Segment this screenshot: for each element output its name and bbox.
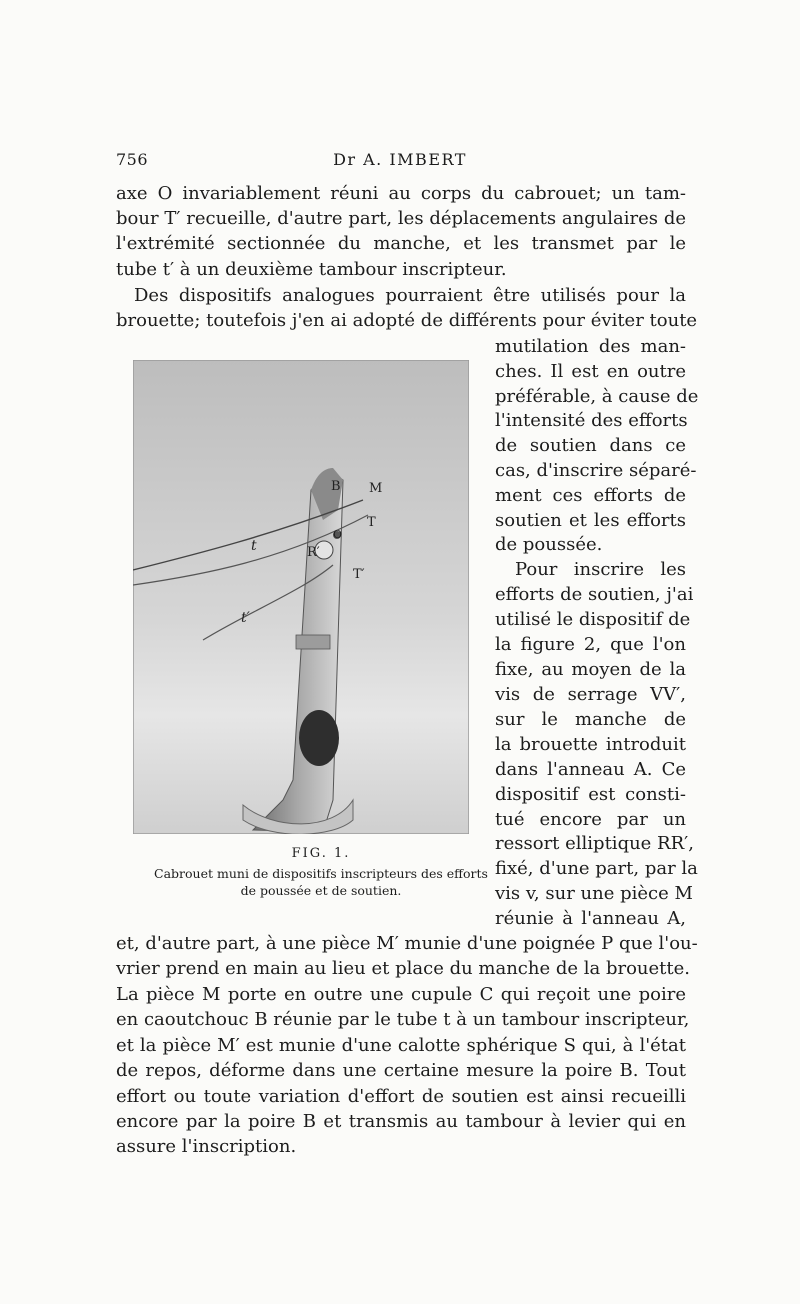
text-line: bour T′ recueille, d'autre part, les déplacements angulaires de xyxy=(116,208,686,229)
text-line: brouette; toutefois j'en ai adopté de différents pour éviter toute xyxy=(116,310,698,331)
text-line: ment ces efforts de xyxy=(495,485,686,506)
text-line: préférable, à cause de xyxy=(495,386,699,407)
fig-label-T-prime: T′ xyxy=(353,567,365,582)
text-line: tube t′ à un deuxième tambour inscripteur. xyxy=(116,259,507,280)
fig-label-T: T xyxy=(367,515,376,530)
text-line: dans l'anneau A. Ce xyxy=(495,759,686,780)
figure-1-photo xyxy=(133,360,469,834)
text-line: en caoutchouc B réunie par le tube t à un tambour inscripteur, xyxy=(116,1009,690,1030)
text-line: vis de serrage VV′, xyxy=(495,684,686,705)
figure-caption-line: Cabrouet muni de dispositifs inscripteurs des efforts xyxy=(154,866,488,881)
text-line: Pour inscrire les xyxy=(515,559,686,580)
text-line: sur le manche de xyxy=(495,709,686,730)
text-line: l'extrémité sectionnée du manche, et les transmet par le xyxy=(116,233,686,254)
text-line: Des dispositifs analogues pourraient être utilisés pour la xyxy=(134,285,686,306)
figure-caption-line: de poussée et de soutien. xyxy=(240,883,402,898)
text-line: effort ou toute variation d'effort de soutien est ainsi recueilli xyxy=(116,1086,686,1107)
text-line: tué encore par un xyxy=(495,809,686,830)
text-line: assure l'inscription. xyxy=(116,1136,297,1157)
text-line: fixe, au moyen de la xyxy=(495,659,686,680)
running-head: Dr A. IMBERT xyxy=(333,150,467,169)
text-line: l'intensité des efforts xyxy=(495,410,688,431)
fig-label-t: t xyxy=(251,538,257,554)
fig-label-R: R′ xyxy=(307,545,320,560)
text-line: et, d'autre part, à une pièce M′ munie d'une poignée P que l'ou- xyxy=(116,933,698,954)
fig-label-t-prime: t′ xyxy=(241,610,250,626)
text-line: La pièce M porte en outre une cupule C qui reçoit une poire xyxy=(116,984,686,1005)
text-line: vrier prend en main au lieu et place du manche de la brouette. xyxy=(116,958,690,979)
text-line: de soutien dans ce xyxy=(495,435,686,456)
fig-label-B: B xyxy=(331,479,341,494)
text-line: ches. Il est en outre xyxy=(495,361,686,382)
page-number: 756 xyxy=(116,150,149,169)
text-line: soutien et les efforts xyxy=(495,510,686,531)
text-line: la brouette introduit xyxy=(495,734,686,755)
text-line: cas, d'inscrire séparé- xyxy=(495,460,697,481)
text-line: et la pièce M′ est munie d'une calotte sphérique S qui, à l'état xyxy=(116,1035,686,1056)
text-line: mutilation des man- xyxy=(495,336,686,357)
text-line: la figure 2, que l'on xyxy=(495,634,686,655)
text-line: utilisé le dispositif de xyxy=(495,609,691,630)
text-line: efforts de soutien, j'ai xyxy=(495,584,694,605)
fig-label-M: M xyxy=(369,481,383,496)
text-line: de repos, déforme dans une certaine mesure la poire B. Tout xyxy=(116,1060,686,1081)
text-line: vis v, sur une pièce M xyxy=(495,883,693,904)
text-line: dispositif est consti- xyxy=(495,784,686,805)
cart-wheel xyxy=(299,710,339,766)
text-line: ressort elliptique RR′, xyxy=(495,833,694,854)
text-line: réunie à l'anneau A, xyxy=(495,908,686,929)
figure-caption-title: FIG. 1. xyxy=(291,846,351,861)
text-line: axe O invariablement réuni au corps du cabrouet; un tam- xyxy=(116,183,686,204)
fig-label-O: O xyxy=(333,528,343,541)
text-line: fixé, d'une part, par la xyxy=(495,858,698,879)
cart-crossbar xyxy=(296,635,330,649)
text-line: encore par la poire B et transmis au tambour à levier qui en xyxy=(116,1111,686,1132)
text-line: de poussée. xyxy=(495,534,603,555)
